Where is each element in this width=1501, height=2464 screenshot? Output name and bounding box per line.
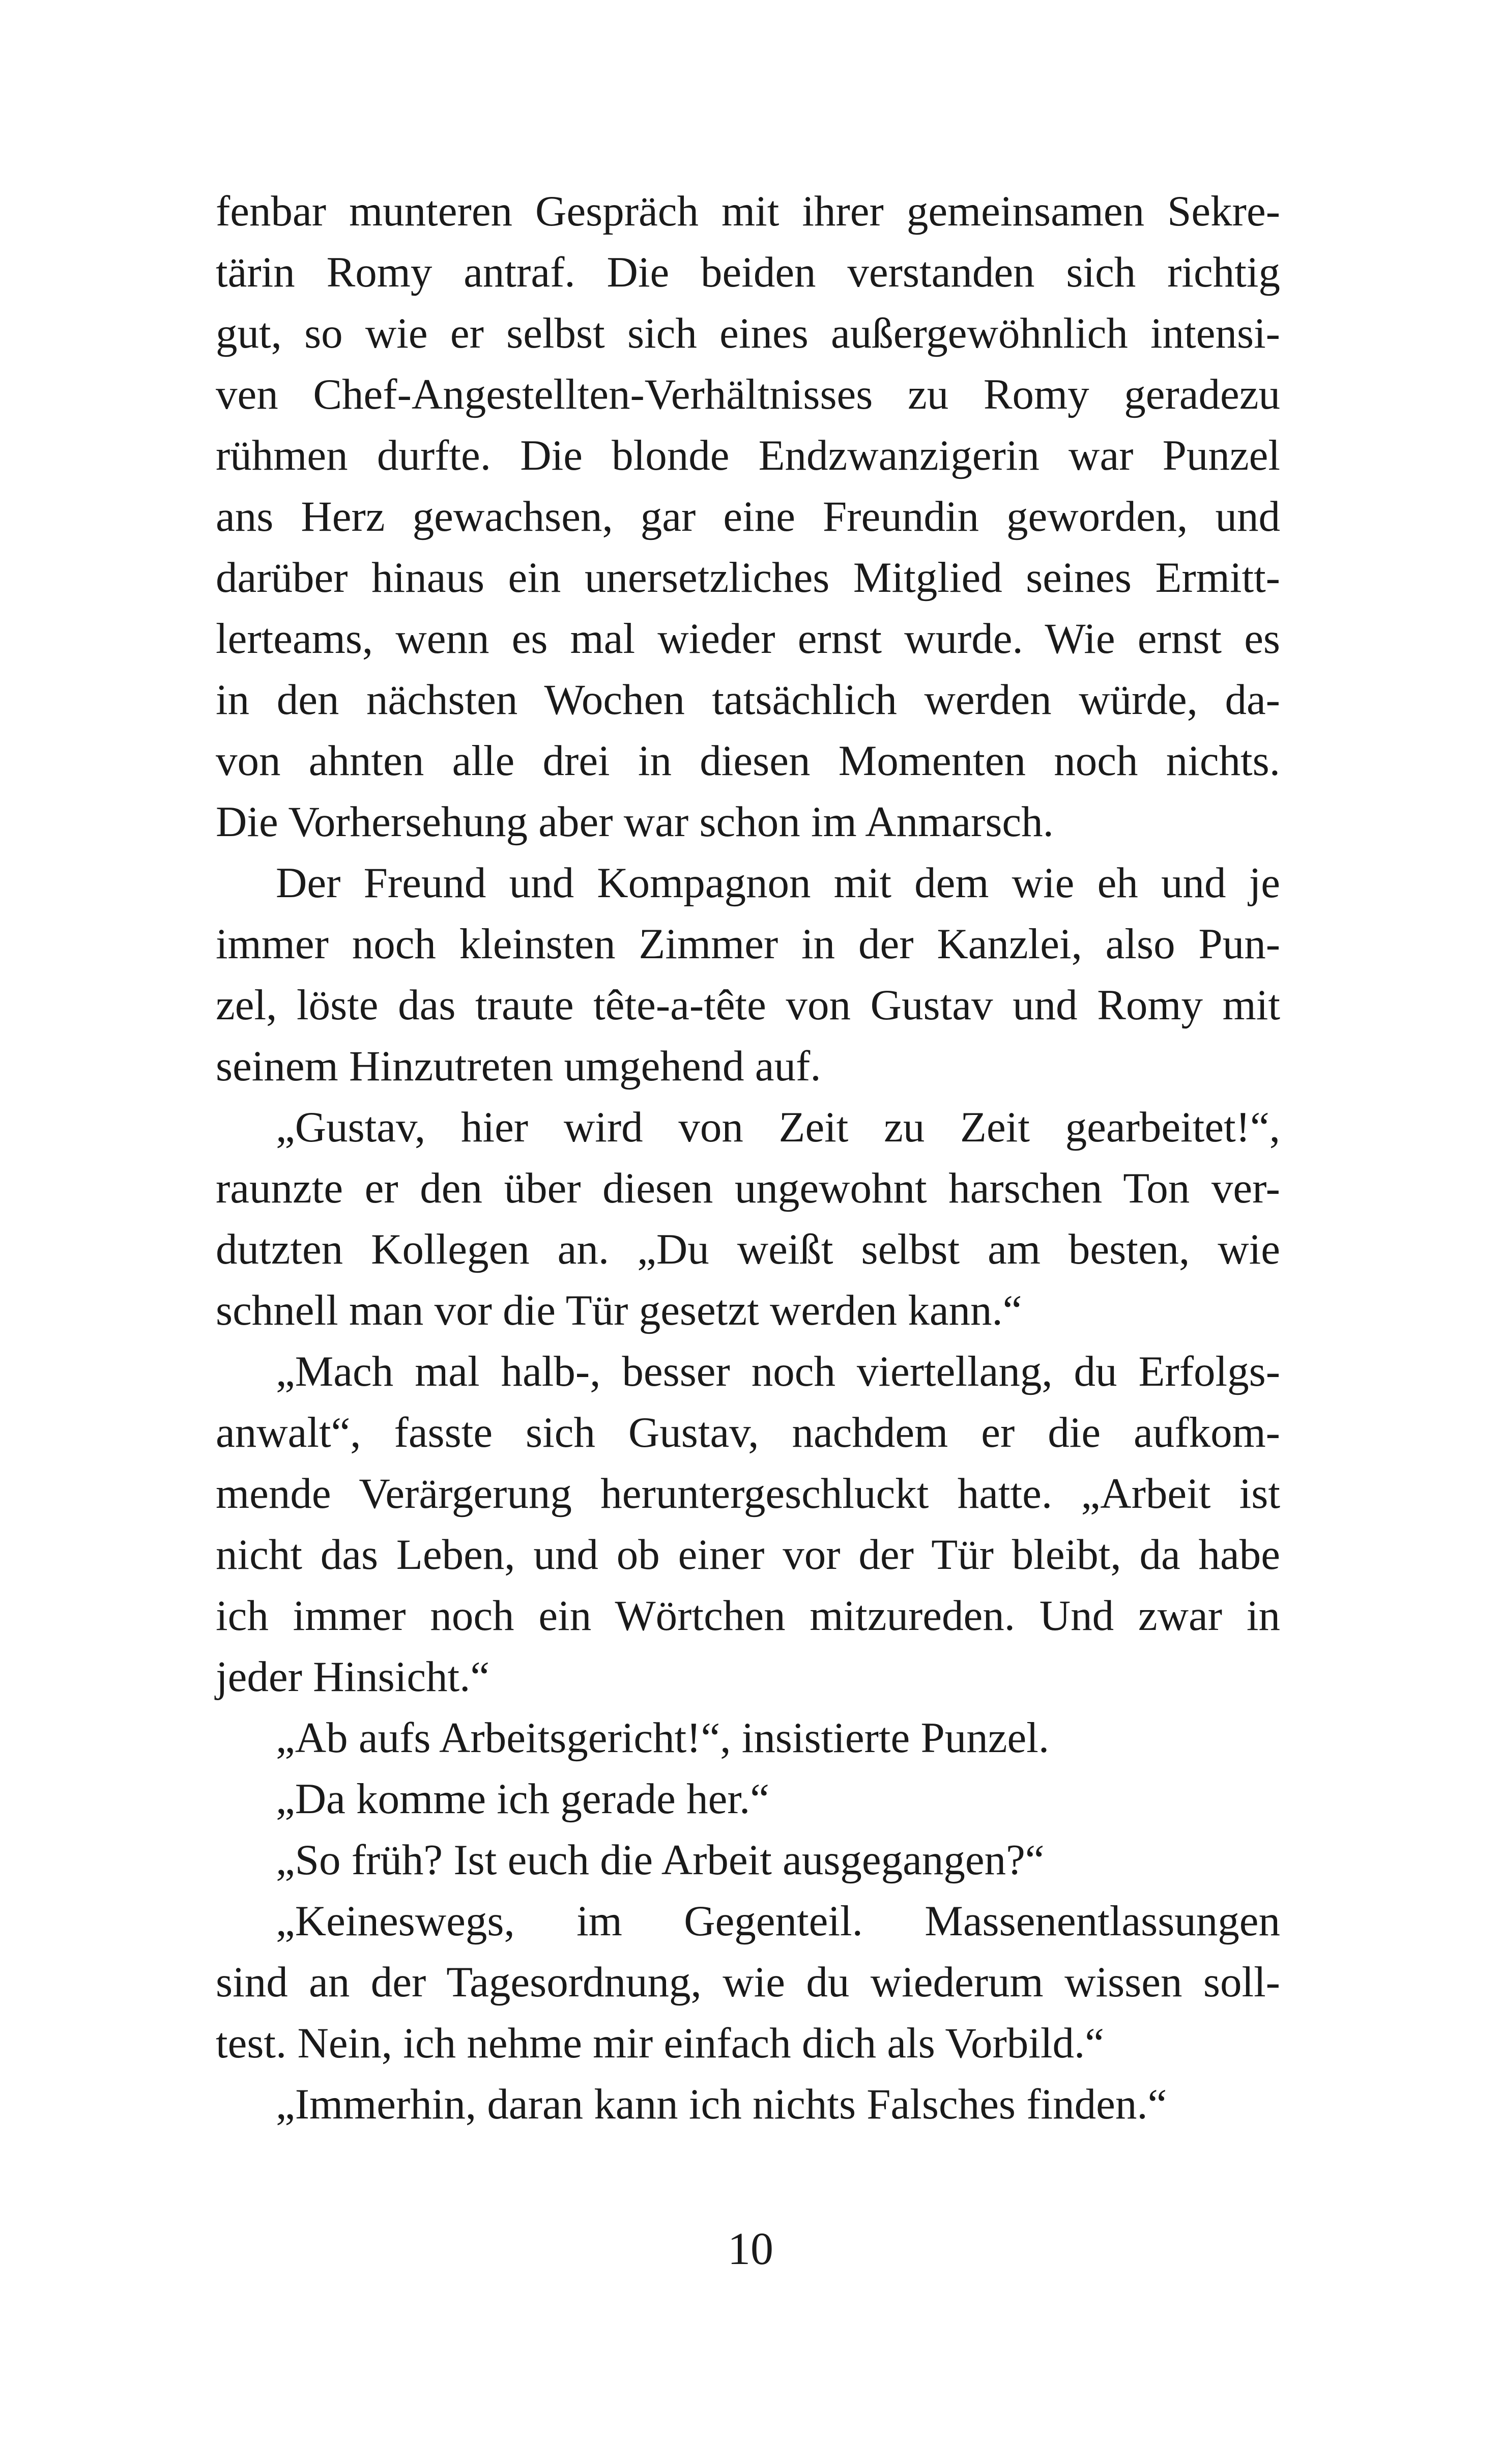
text-line: ven Chef-Angestellten-Verhältnisses zu Romy geradezu xyxy=(216,370,1280,418)
text-line: „Mach mal halb-, besser noch viertellang, du Erfolgs- xyxy=(276,1348,1280,1395)
text-line: von ahnten alle drei in diesen Momenten noch nichts. xyxy=(216,737,1280,785)
text-line: Der Freund und Kompagnon mit dem wie eh und je xyxy=(276,859,1280,907)
text-line: gut, so wie er selbst sich eines außergewöhnlich intensi- xyxy=(216,309,1280,357)
text-line: schnell man vor die Tür gesetzt werden kann.“ xyxy=(216,1286,1022,1334)
text-line: „Ab aufs Arbeitsgericht!“, insistierte Punzel. xyxy=(276,1714,1050,1762)
text-line: nicht das Leben, und ob einer vor der Tür bleibt, da habe xyxy=(216,1531,1280,1579)
text-line: jeder Hinsicht.“ xyxy=(216,1653,490,1701)
page-number: 10 xyxy=(728,2224,773,2274)
text-line: test. Nein, ich nehme mir einfach dich als Vorbild.“ xyxy=(216,2019,1104,2067)
text-line: lerteams, wenn es mal wieder ernst wurde. Wie ernst es xyxy=(216,615,1280,663)
text-line: sind an der Tagesordnung, wie du wiederum wissen soll- xyxy=(216,1958,1280,2006)
text-line: fenbar munteren Gespräch mit ihrer gemeinsamen Sekre- xyxy=(216,187,1280,235)
text-line: mende Verärgerung heruntergeschluckt hatte. „Arbeit ist xyxy=(216,1470,1280,1517)
text-line: „Immerhin, daran kann ich nichts Falsches finden.“ xyxy=(276,2080,1167,2128)
text-line: darüber hinaus ein unersetzliches Mitglied seines Ermitt- xyxy=(216,554,1280,601)
text-line: ans Herz gewachsen, gar eine Freundin geworden, und xyxy=(216,493,1280,540)
text-line: ich immer noch ein Wörtchen mitzureden. Und zwar in xyxy=(216,1592,1280,1640)
text-line: Die Vorhersehung aber war schon im Anmarsch. xyxy=(216,798,1054,846)
text-line: „Gustav, hier wird von Zeit zu Zeit gearbeitet!“, xyxy=(276,1103,1280,1151)
text-line: raunzte er den über diesen ungewohnt harschen Ton ver- xyxy=(216,1164,1280,1212)
text-line: tärin Romy antraf. Die beiden verstanden sich richtig xyxy=(216,248,1280,296)
text-line: zel, löste das traute tête-a-tête von Gustav und Romy mit xyxy=(216,981,1280,1029)
text-line: rühmen durfte. Die blonde Endzwanzigerin war Punzel xyxy=(216,432,1280,479)
text-line: in den nächsten Wochen tatsächlich werden würde, da- xyxy=(216,676,1280,724)
text-line: immer noch kleinsten Zimmer in der Kanzlei, also Pun- xyxy=(216,920,1280,968)
text-line: seinem Hinzutreten umgehend auf. xyxy=(216,1042,821,1090)
text-line: anwalt“, fasste sich Gustav, nachdem er die aufkom- xyxy=(216,1409,1280,1456)
text-line: „Keineswegs, im Gegenteil. Massenentlassungen xyxy=(276,1897,1280,1945)
text-line: „Da komme ich gerade her.“ xyxy=(276,1775,769,1823)
body-text xyxy=(216,181,1280,2135)
text-line: dutzten Kollegen an. „Du weißt selbst am besten, wie xyxy=(216,1225,1280,1273)
text-line: „So früh? Ist euch die Arbeit ausgegangen?“ xyxy=(276,1836,1045,1884)
